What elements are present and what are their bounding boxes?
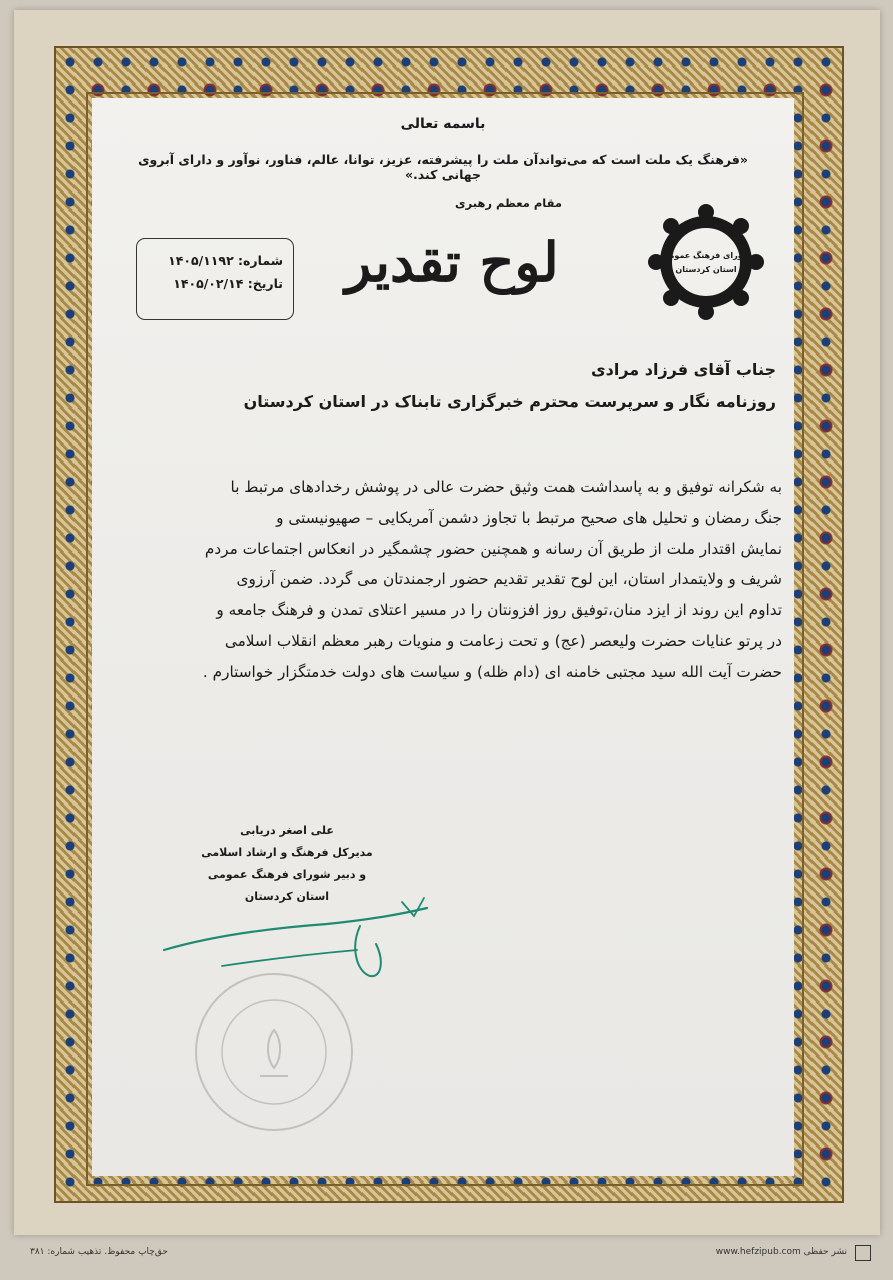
body-line: در پرتو عنایات حضرت ولیعصر (عج) و تحت زعامت و منویات رهبر معظم انقلاب اسلامی xyxy=(224,631,782,650)
body-line: شریف و ولایتمدار استان، این لوح تقدیر تقدیم حضور ارجمندتان می گردد. ضمن آرزوی xyxy=(236,570,782,589)
logo-text-line1: شورای فرهنگ عمومی xyxy=(661,251,751,260)
certificate-paper xyxy=(92,98,794,1176)
certificate-title: لوح تقدیر xyxy=(345,230,559,294)
signer-title-line2: و دبیر شورای فرهنگ عمومی xyxy=(207,868,367,881)
signer-title-line1: مدیرکل فرهنگ و ارشاد اسلامی xyxy=(201,846,373,859)
signer-name: علی اصغر دریابی xyxy=(240,824,334,837)
recipient-role: روزنامه نگار و سرپرست محترم خبرگزاری تابناک در استان کردستان xyxy=(243,392,776,411)
certificate-body xyxy=(118,472,782,688)
body-line: نمایش اقتدار ملت از طریق آن رسانه و همچنین حضور چشمگیر در انعکاس اجتماعات مردم xyxy=(204,539,782,558)
official-seal-icon xyxy=(190,968,358,1136)
quote-author: مقام معظم رهبری xyxy=(455,196,562,210)
council-circle-logo-icon xyxy=(644,200,768,324)
leader-quote: «فرهنگ یک ملت است که می‌تواندآن ملت را پیشرفته، عزیز، توانا، عالم، فناور، نوآور و دارای آبروی جهانی کند.» xyxy=(138,152,748,182)
body-line: تداوم این روند از ایزد منان،توفیق روز افزونتان را در مسیر اعتلای تمدن و فرهنگ جامعه و xyxy=(216,601,782,620)
reference-number: شماره: ۱۴۰۵/۱۱۹۲ xyxy=(168,253,283,268)
logo-text-line2: استان کردستان xyxy=(675,265,737,274)
footer-publisher: www.hefzipub.com نشر حفظی xyxy=(715,1247,847,1257)
body-line: جنگ رمضان و تحلیل های صحیح مرتبط با تجاوز دشمن آمریکایی – صهیونیستی و xyxy=(276,508,782,527)
publisher-mark-icon xyxy=(855,1245,871,1261)
body-line: به شکرانه توفیق و به پاسداشت همت وثیق حضرت عالی در پوشش رخدادهای مرتبط با xyxy=(230,478,782,496)
recipient-block xyxy=(244,354,776,418)
print-footer xyxy=(22,1247,871,1267)
recipient-name: جناب آقای فرزاد مرادی xyxy=(590,360,776,379)
signer-title-line3: استان کردستان xyxy=(244,890,330,903)
body-line: حضرت آیت الله سید مجتبی خامنه ای (دام ظله) و سیاست های دولت خدمتگزار خواستارم . xyxy=(202,662,782,681)
reference-box xyxy=(136,238,294,320)
footer-copyright: حق‌چاپ محفوظ. تذهیب شماره: ۳۸۱ xyxy=(30,1247,168,1257)
invocation-heading: باسمه تعالی xyxy=(400,116,486,132)
reference-date: تاریخ: ۱۴۰۵/۰۲/۱۴ xyxy=(173,276,283,291)
